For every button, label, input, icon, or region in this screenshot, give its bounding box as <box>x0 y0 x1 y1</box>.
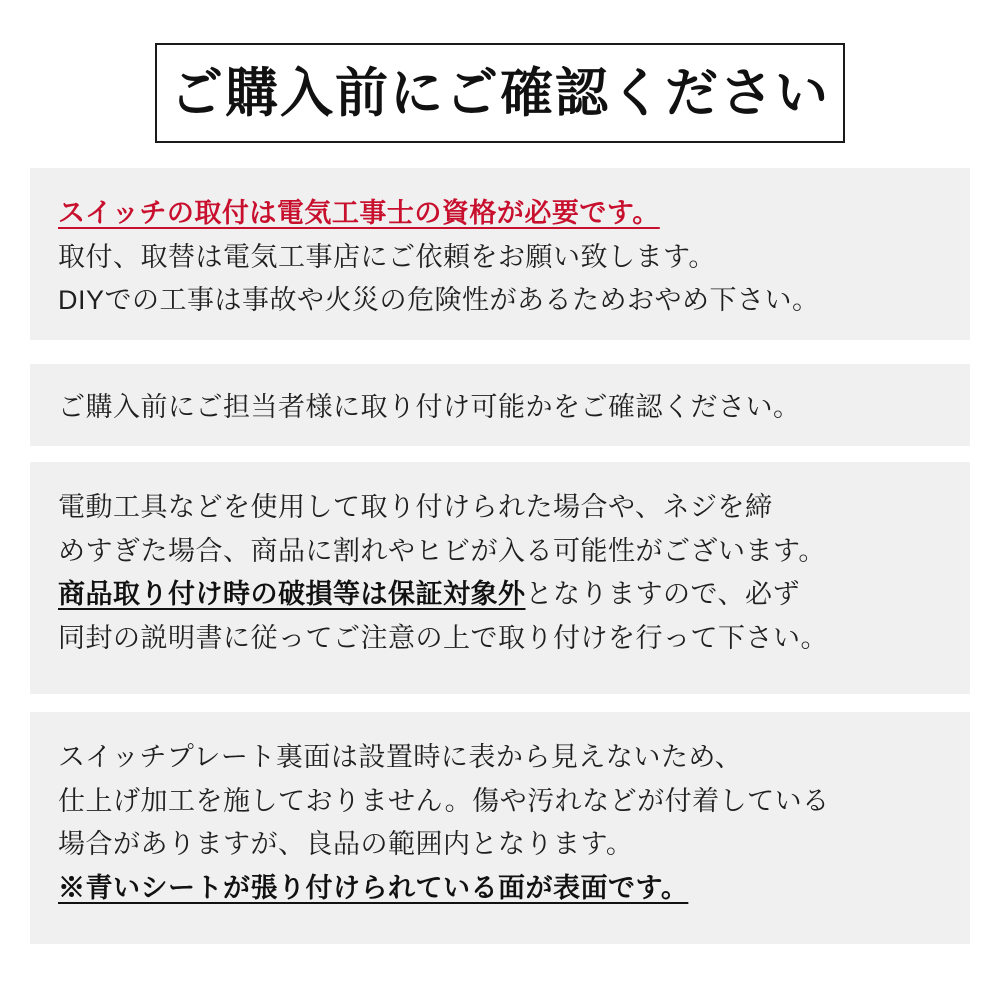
notice-line: DIYでの工事は事故や火災の危険性があるためおやめ下さい。 <box>58 285 820 316</box>
notice-block-damage-warning <box>30 462 970 694</box>
notice-emphasis: 商品取り付け時の破損等は保証対象外 <box>58 579 526 610</box>
notice-line: 仕上げ加工を施しておりません。傷や汚れなどが付着している <box>58 785 830 816</box>
page-title-box <box>155 43 845 143</box>
notice-line: 場合がありますが、良品の範囲内となります。 <box>58 829 634 860</box>
notice-line: ご購入前にご担当者様に取り付け可能かをご確認ください。 <box>58 392 801 422</box>
notice-block-pre-purchase <box>30 364 970 446</box>
notice-line-mixed <box>58 573 942 617</box>
notice-block-qualification <box>30 168 970 340</box>
notice-line: 同封の説明書に従ってご注意の上で取り付けを行って下さい。 <box>58 623 828 654</box>
notice-line: 取付、取替は電気工事店にご依頼をお願い致します。 <box>58 241 716 272</box>
page-title: ご購入前にご確認ください <box>170 63 830 123</box>
notice-line-emphasis: ※青いシートが張り付けられている面が表面です。 <box>58 873 689 904</box>
notice-line: めすぎた場合、商品に割れやヒビが入る可能性がございます。 <box>58 535 826 566</box>
notice-line: スイッチの取付は電気工事士の資格が必要です。 <box>58 198 660 228</box>
notice-block-backside <box>30 712 970 944</box>
notice-line: スイッチプレート裏面は設置時に表から見えないため、 <box>58 742 743 772</box>
notice-line: 電動工具などを使用して取り付けられた場合や、ネジを締 <box>58 492 773 522</box>
notice-line-tail: となりますので、必ず <box>525 579 800 610</box>
